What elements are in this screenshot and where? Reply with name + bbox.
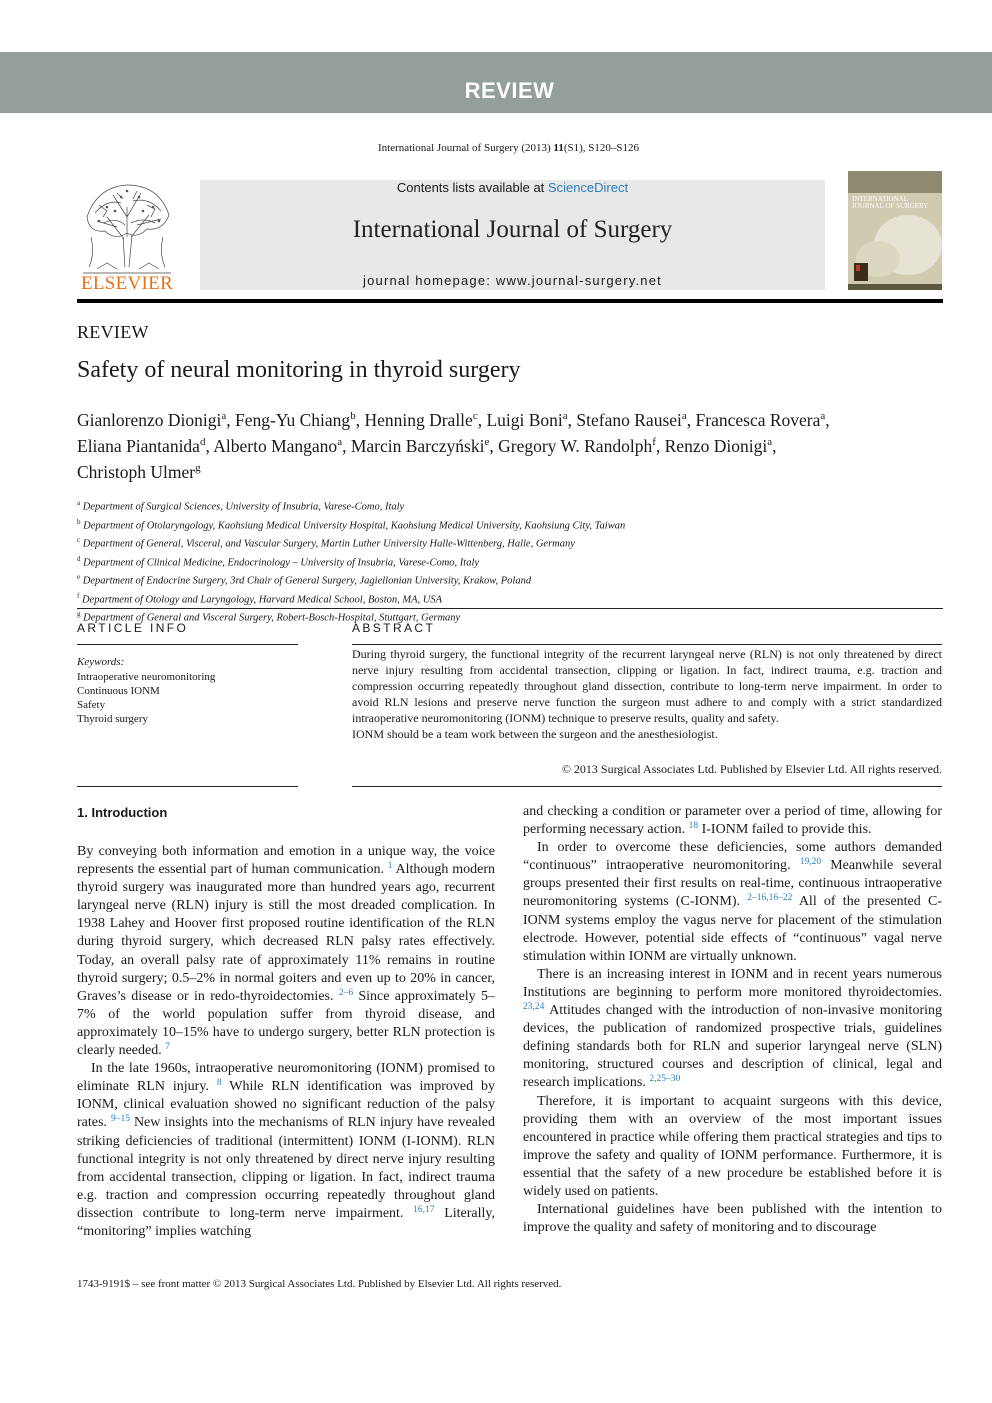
article-title: Safety of neural monitoring in thyroid surgery — [77, 357, 521, 383]
affiliation-item: $^f$ Department of Otology and Laryngology, Harvard Medical School, Boston, MA, USA — [77, 591, 443, 605]
header-divider — [77, 299, 943, 303]
reference-link[interactable]: 8 — [216, 1078, 222, 1089]
sciencedirect-link[interactable]: ScienceDirect — [547, 180, 629, 195]
keyword: Thyroid surgery — [77, 713, 148, 725]
author[interactable]: Eliana Piantanida — [77, 435, 200, 456]
article-info-heading: ARTICLE INFO — [77, 621, 189, 635]
author[interactable]: Alberto Mangano — [213, 435, 338, 456]
journal-homepage[interactable]: journal homepage: www.journal-surgery.net — [363, 273, 662, 288]
reference-link[interactable]: 16,17 — [413, 1204, 435, 1215]
body-paragraph: In the late 1960s, intraoperative neuromonitoring (IONM) promised to eliminate RLN injury. $^8$ While RLN identification was improved by IONM, clinical evaluation showed no significant reduction of the palsy rates. $^{9-15}$ New insights into the mechanisms of RLN injury have revealed striking deficiencies of traditional (intermittent) IONM (I-IONM). RLN functional integrity is not only threatened by direct nerve injury resulting from accidental transection, clipping or ligation. In fact, indirect trauma e.g. traction and compression occurring repeatedly throughout gland dissection contribute to long-term nerve impairment. $^{16,17}$ Literally, “monitoring” implies watching — [77, 1061, 495, 1239]
author[interactable]: Christoph Ulmer — [77, 461, 196, 482]
author[interactable]: Marcin Barczyński — [350, 435, 485, 456]
author[interactable]: Francesca Rovera — [695, 409, 821, 430]
body-paragraph: International guidelines have been published with the intention to improve the quality and safety of monitoring and to discourage — [523, 1202, 942, 1236]
reference-link[interactable]: 7 — [165, 1042, 170, 1053]
journal-title: International Journal of Surgery — [352, 216, 673, 243]
affiliation-item: $^e$ Department of Endocrine Surgery, 3rd Chair of General Surgery, Jagiellonian University, Krakow, Poland — [77, 573, 532, 587]
abstract-heading: ABSTRACT — [352, 621, 436, 635]
body-paragraph: Therefore, it is important to acquaint surgeons with this device, providing them with an overview of the most important issues encountered in practice while offering them practical strategies and tips to improve the safety and quality of IONM performance. Furthermore, it is essential that the safety of a new procedure be established before it is widely used on patients. — [523, 1093, 942, 1199]
author[interactable]: Gregory W. Randolph — [498, 435, 653, 456]
banner-label: REVIEW — [464, 78, 555, 103]
author[interactable]: Gianlorenzo Dionigi — [77, 409, 222, 430]
body-paragraph: By conveying both information and emotion in a unique way, the voice represents the essential part of human communication. $^1$ Although modern thyroid surgery was inaugurated more than hundred years ago, recurrent laryngeal nerve (RLN) injury is still the most dreaded complication. In 1938 Lahey and Hoover first proposed routine identification of the RLN during thyroid surgery, which decreased RLN palsy rates effectively. Today, an overall palsy rate of approximately 11% remains in routine thyroid surgery; 0.5–2% in normal goiters and even up to 20% in cancer, Graves’s disease or in redo-thyroidectomies. $^{2-6}$ Since approximately 5–7% of the world population suffer from thyroid disease, and approximately 10–15% have to undergo surgery, better RLN protection is clearly needed. $^7$ — [77, 844, 495, 1059]
body-paragraph: There is an increasing interest in IONM and in recent years numerous Institutions are beginning to perform more monitored thyroidectomies. $^{23,24}$ Attitudes changed with the introduction of non-invasive monitoring devices, the publication of randomized prospective trials, guidelines defining standards both for RLN and superior laryngeal nerve (SLN) monitoring, structured courses and description of clinical, legal and research implications. $^{2,25-30}$ — [523, 966, 942, 1091]
keyword: Intraoperative neuromonitoring — [77, 671, 216, 683]
page-footer: 1743-9191$ – see front matter © 2013 Surgical Associates Ltd. Published by Elsevier Ltd. All rights reserved. — [77, 1278, 562, 1290]
reference-link[interactable]: 2–16,16–22 — [747, 893, 793, 904]
reference-link[interactable]: 2–6 — [338, 987, 354, 998]
affiliation-list — [77, 496, 625, 626]
keyword-list — [77, 670, 215, 726]
cover-artwork — [848, 171, 942, 290]
article-info-bottom-rule — [77, 786, 298, 787]
author[interactable]: Renzo Dionigi — [664, 435, 768, 456]
keyword: Safety — [77, 699, 106, 711]
body-paragraph: and checking a condition or parameter over a period of time, allowing for performing necessary action. $^{18}$ I-IONM failed to provide this. — [523, 804, 942, 838]
article-info-rule — [77, 644, 298, 645]
affiliation-item: $^g$ Department of General and Visceral Surgery, Robert-Bosch-Hospital, Stuttgart, Germany — [77, 610, 461, 624]
abstract-copyright: © 2013 Surgical Associates Ltd. Published by Elsevier Ltd. All rights reserved. — [561, 762, 942, 776]
abstract-body — [352, 646, 942, 742]
article-type: REVIEW — [77, 322, 149, 342]
affiliation-item: $^c$ Department of General, Visceral, and Vascular Surgery, Martin Luther University Halle-Wittenberg, Halle, Germany — [77, 536, 575, 550]
journal-cover-thumbnail — [848, 171, 942, 290]
body-column-right — [523, 803, 942, 1237]
reference-link[interactable]: 9–15 — [110, 1114, 130, 1125]
body-paragraph: In order to overcome these deficiencies, some authors demanded “continuous” intraoperative neuromonitoring. $^{19,20}$ Meanwhile several groups presented their first results on real-time, continuous intraoperative neuromonitoring systems (C-IONM). $^{2-16,16-22}$ All of the presented C-IONM systems employ the vagus nerve for placement of the stimulation electrode. However, potential side effects of “continuous” vagal nerve stimulation within IONM are virtually unknown. — [523, 840, 942, 964]
keyword: Continuous IONM — [77, 685, 160, 697]
reference-link[interactable]: 2,25–30 — [649, 1074, 681, 1085]
keywords-label: Keywords: — [77, 656, 125, 668]
reference-link[interactable]: 18 — [688, 821, 699, 832]
reference-link[interactable]: 23,24 — [523, 1002, 545, 1013]
author[interactable]: Stefano Rausei — [576, 409, 682, 430]
author[interactable]: Luigi Boni — [486, 409, 563, 430]
reference-link[interactable]: 19,20 — [799, 857, 822, 868]
author-list: Gianlorenzo Dionigi$^a$, Feng-Yu Chiang$^b$, Henning Dralle$^c$, Luigi Boni$^a$, Stefano Rausei$^a$, Francesca Rovera$^a$, Eliana Piantanida$^d$, Alberto Mangano$^a$, Marcin Barczyński$^e$, Gregory W. Randolph$^f$, Renzo Dionigi$^a$, Christoph Ulmer$^g$ — [77, 409, 830, 482]
journal-citation: International Journal of Surgery (2013) 11(S1), S120–S126 — [377, 142, 640, 154]
affiliation-item: $^b$ Department of Otolaryngology, Kaohsiung Medical University Hospital, Kaohsiung Medical University, Kaohsiung City, Taiwan — [77, 517, 626, 531]
abstract-bottom-rule — [352, 786, 942, 787]
author[interactable]: Feng-Yu Chiang — [234, 409, 351, 430]
abstract-paragraph: IONM should be a team work between the surgeon and the anesthesiologist. — [352, 727, 718, 741]
body-column-left — [77, 843, 495, 1241]
affiliation-item: $^a$ Department of Surgical Sciences, University of Insubria, Varese-Como, Italy — [77, 499, 405, 513]
abstract-paragraph: During thyroid surgery, the functional integrity of the recurrent laryngeal nerve (RLN) is not only threatened by direct nerve injury resulting from accidental transection, clipping or ligation. In fact, indirect trauma, e.g. traction and compression occurring repeatedly throughout gland dissection, contribute to long-term nerve impairment. In order to avoid RLN lesions and preserve nerve function the surgeon must adhere to and comply with a strict standardized intraoperative neuromonitoring (IONM) technique to preserve results, quality and safety. — [352, 647, 942, 725]
elsevier-wordmark: ELSEVIER — [80, 273, 174, 294]
contents-line: Contents lists available at ScienceDirect — [396, 180, 629, 195]
section-heading: 1. Introduction — [77, 805, 168, 820]
cover-title: INTERNATIONAL JOURNAL OF SURGERY — [852, 195, 929, 210]
reference-link[interactable]: 1 — [387, 861, 393, 872]
affiliation-item: $^d$ Department of Clinical Medicine, Endocrinology – University of Insubria, Varese-Como, Italy — [77, 554, 480, 568]
author[interactable]: Henning Dralle — [364, 409, 473, 430]
info-top-rule — [77, 608, 943, 609]
abstract-rule — [352, 644, 942, 645]
